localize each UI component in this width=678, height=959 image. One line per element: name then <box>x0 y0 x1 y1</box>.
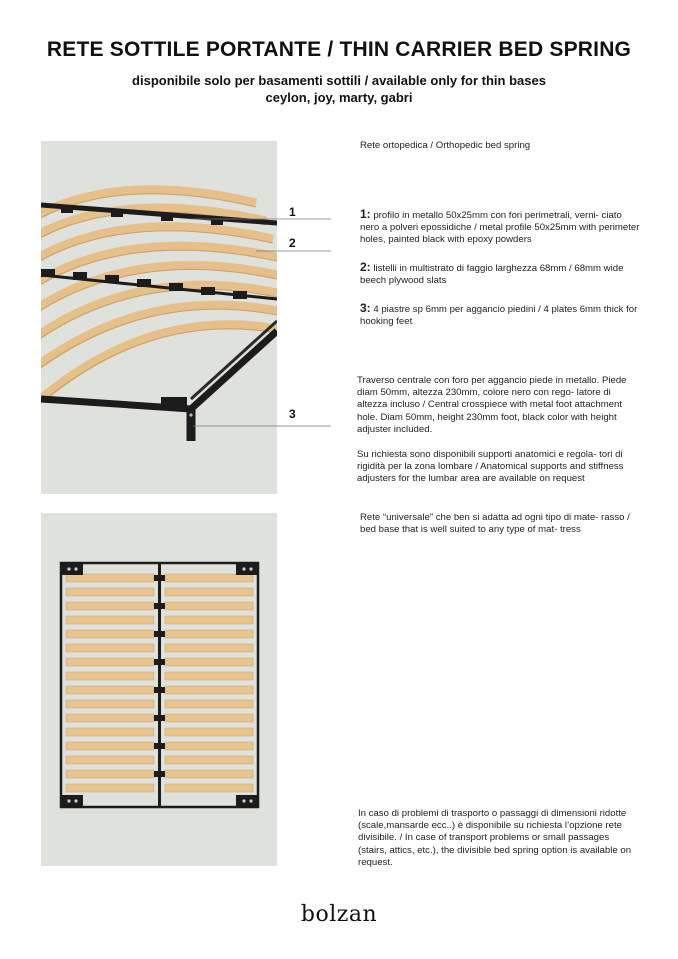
feature-2-text: listelli in multistrato di faggio larghezza 68mm / 68mm wide beech plywood slats <box>360 263 624 287</box>
feature-2-number: 2: <box>360 260 371 274</box>
feature-1-number: 1: <box>360 207 371 221</box>
crosspiece-text: Traverso centrale con foro per aggancio piede in metallo. Piede diam 50mm, altezza 230mm, colore nero con rego- latore di altezza incluso / Central crosspiece with metal foot attachment hole. Diam 50mm, height 230mm foot, black color with height adjuster included. <box>357 375 627 435</box>
callout-1: 1 <box>289 205 296 219</box>
brand-logo: bolzan <box>300 902 378 927</box>
callout-2: 2 <box>289 236 296 250</box>
bed-spring-perspective-illustration <box>41 141 277 494</box>
page-subtitle: disponibile solo per basamenti sottili / available only for thin bases <box>132 73 546 88</box>
universal-base-text: Rete “universale” che ben si adatta ad ogni tipo di mate- rasso / bed base that is well suited to any type of mat- tress <box>360 512 630 536</box>
transport-option-text: In caso di problemi di trasporto o passaggi di dimensioni ridotte (scale,mansarde ecc..) è disponibile su richiesta l’opzione rete divisibile. / In case of transport problems or small passages (stairs, attics, etc.), the divisible bed spring option is available on request. <box>358 808 632 868</box>
bed-spring-top-view-illustration <box>41 513 277 866</box>
anatomical-supports-text: Su richiesta sono disponibili supporti anatomici e regola- tori di rigidità per la zona lombare / Anatomical supports and stiffness adjusters for the lumbar area are available on request <box>357 449 624 485</box>
model-list: ceylon, joy, marty, gabri <box>265 90 413 105</box>
feature-2 <box>360 261 640 287</box>
feature-3-number: 3: <box>360 301 371 315</box>
feature-3-text: 4 piastre sp 6mm per aggancio piedini / 4 plates 6mm thick for hooking feet <box>360 304 638 328</box>
intro-text: Rete ortopedica / Orthopedic bed spring <box>360 140 531 151</box>
page-title: RETE SOTTILE PORTANTE / THIN CARRIER BED SPRING <box>46 38 632 61</box>
callout-3: 3 <box>289 407 296 421</box>
feature-3 <box>360 302 640 328</box>
perspective-image-panel <box>41 141 277 494</box>
topview-image-panel <box>41 513 277 866</box>
feature-1 <box>360 208 640 247</box>
callout-leaders-outside <box>277 210 333 430</box>
feature-1-text: profilo in metallo 50x25mm con fori perimetrali, verni- ciato nero a polveri epossidiche / metal profile 50x25mm with perimeter holes, painted black with epoxy powders <box>360 210 640 246</box>
